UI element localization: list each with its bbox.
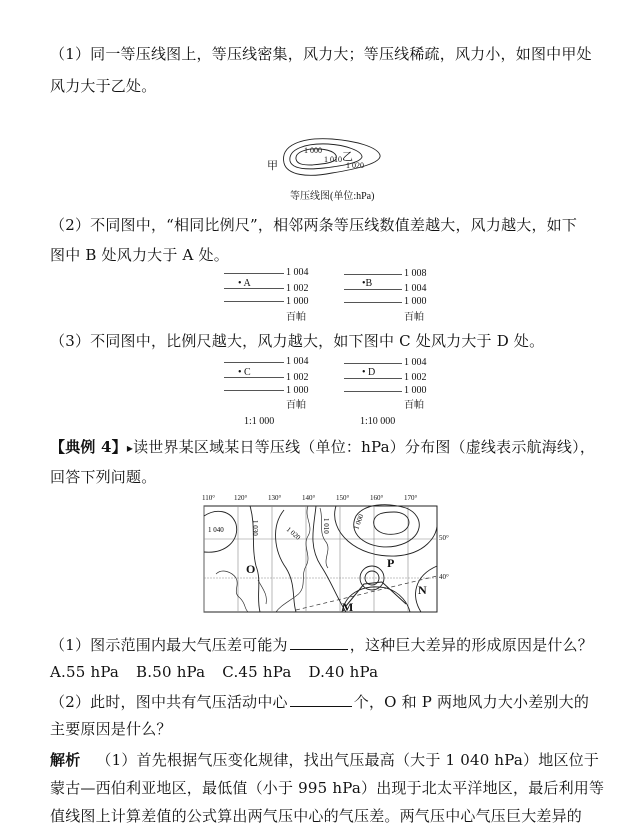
- analysis-line3: 值线图上计算差值的公式算出两气压中心的气压差。两气压中心气压巨大差异的: [50, 807, 583, 825]
- isobar-value: 1 004: [404, 357, 427, 368]
- lon-label: 110°: [202, 494, 216, 502]
- example-line2: 回答下列问题。: [50, 468, 157, 486]
- example-text: 读世界某区域某日等压线（单位：hPa）分布图（虚线表示航海线），: [133, 438, 596, 456]
- point-a: • A: [238, 278, 251, 289]
- isobar-line: [344, 378, 402, 379]
- svg-text:1 020: 1 020: [284, 525, 302, 542]
- isobar-label-1020: 1 020: [346, 161, 364, 170]
- isobar-value: 1 000: [404, 296, 427, 307]
- isobar-label-1040: 1 040: [208, 526, 224, 534]
- isobar-line: [344, 363, 402, 364]
- point-b-label: B: [365, 278, 373, 289]
- isobar-value: 1 002: [404, 372, 427, 383]
- scale-label: 1:10 000: [360, 416, 396, 427]
- isobar-label-1010: 1 010: [324, 155, 342, 164]
- option-b[interactable]: B.50 hPa: [136, 663, 206, 681]
- question2-line2: 主要原因是什么？: [50, 720, 172, 738]
- question1-options: [50, 662, 390, 682]
- isobar-value: 1 004: [404, 283, 427, 294]
- point-b: •B: [362, 278, 373, 289]
- point-jia-label: 甲: [267, 160, 278, 172]
- point-a-label: A: [243, 278, 251, 289]
- point-c: • C: [238, 367, 251, 378]
- point-p: P: [387, 556, 395, 570]
- isobar-value: 1 002: [286, 283, 309, 294]
- answer-blank-2[interactable]: [290, 692, 352, 707]
- isobar-line: [224, 288, 284, 289]
- isobar-value: 1 002: [286, 372, 309, 383]
- lon-label: 150°: [336, 494, 350, 502]
- isobar-map: [196, 496, 456, 616]
- svg-text:1 000: 1 000: [352, 513, 366, 531]
- lon-label: 160°: [370, 494, 384, 502]
- isobar-value: 1 004: [286, 356, 309, 367]
- isobar-line: [344, 302, 402, 303]
- analysis-line2: 蒙古—西伯利亚地区，最低值（小于 995 hPa）出现于北太平洋地区，最后利用等: [50, 779, 605, 797]
- question1-prefix: （1）图示范围内最大气压差可能为: [50, 636, 288, 654]
- lon-label: 120°: [234, 494, 248, 502]
- analysis-label: 解析: [50, 751, 81, 769]
- svg-text:1 010: 1 010: [322, 518, 330, 534]
- example-tag: 【典例 4】: [50, 438, 127, 456]
- question2-prefix: （2）此时，图中共有气压活动中心: [50, 693, 288, 711]
- option-d[interactable]: D.40 hPa: [308, 663, 379, 681]
- point-n: N: [418, 583, 427, 597]
- option-c[interactable]: C.45 hPa: [222, 663, 292, 681]
- isobar-value: 1 000: [404, 385, 427, 396]
- section2-line1: （2）不同图中，“相同比例尺”，相邻两条等压线数值差越大，风力越大，如下: [50, 216, 578, 234]
- question2-suffix: 个，O 和 P 两地风力大小差别大的: [353, 693, 590, 711]
- isobar-line: [344, 391, 402, 392]
- unit-label: 百帕: [286, 312, 306, 323]
- isobar-line: [224, 377, 284, 378]
- svg-text:1 030: 1 030: [251, 520, 259, 536]
- question1-suffix: ，这种巨大差异的形成原因是什么？: [349, 636, 593, 654]
- isobar-figure-1: [262, 133, 392, 183]
- analysis-text-1: （1）首先根据气压变化规律，找出气压最高（大于 1 040 hPa）地区位于: [96, 751, 600, 769]
- section3-line1: （3）不同图中，比例尺越大，风力越大，如下图中 C 处风力大于 D 处。: [50, 332, 545, 350]
- isobar-value: 1 008: [404, 268, 427, 279]
- answer-blank-1[interactable]: [290, 635, 348, 650]
- section1-line2: 风力大于乙处。: [50, 77, 157, 95]
- isobar-label-1000: 1 000: [304, 146, 322, 155]
- arrow-icon: ▸: [126, 441, 134, 455]
- isobar-value: 1 000: [286, 385, 309, 396]
- lon-label: 170°: [404, 494, 418, 502]
- isobar-line: [224, 362, 284, 363]
- option-a[interactable]: A.55 hPa: [50, 663, 120, 681]
- isobar-value: 1 000: [286, 296, 309, 307]
- section2-line2: 图中 B 处风力大于 A 处。: [50, 246, 229, 264]
- point-m: M: [342, 600, 354, 614]
- map-graphic: [196, 496, 456, 616]
- section1-line1: （1）同一等压线图上，等压线密集，风力大；等压线稀疏，风力小，如图中甲处: [50, 45, 592, 63]
- unit-label: 百帕: [404, 400, 424, 411]
- unit-label: 百帕: [286, 400, 306, 411]
- lat-label: 50°: [439, 534, 449, 542]
- isobar-line: [344, 274, 402, 275]
- point-o: O: [246, 562, 256, 576]
- isobar-line: [344, 289, 402, 290]
- question1-line: [50, 635, 593, 655]
- isobar-value: 1 004: [286, 267, 309, 278]
- isobar-figure-ab: [222, 266, 442, 326]
- isobar-line: [224, 273, 284, 274]
- isobar-line: [224, 301, 284, 302]
- point-d-label: D: [368, 367, 376, 378]
- isobar-figure-cd: [222, 354, 442, 429]
- lon-label: 130°: [268, 494, 282, 502]
- analysis-line1: [50, 750, 599, 770]
- point-yi-label: 乙: [342, 151, 353, 163]
- example-line1: [50, 437, 595, 458]
- lat-label: 40°: [439, 573, 449, 581]
- scale-label: 1:1 000: [244, 416, 275, 427]
- point-d: • D: [362, 367, 376, 378]
- isobar-line: [224, 390, 284, 391]
- question2-line1: [50, 692, 589, 712]
- figure1-caption: 等压线图(单位:hPa): [290, 191, 375, 202]
- lon-label: 140°: [302, 494, 316, 502]
- point-c-label: C: [244, 367, 251, 378]
- unit-label: 百帕: [404, 312, 424, 323]
